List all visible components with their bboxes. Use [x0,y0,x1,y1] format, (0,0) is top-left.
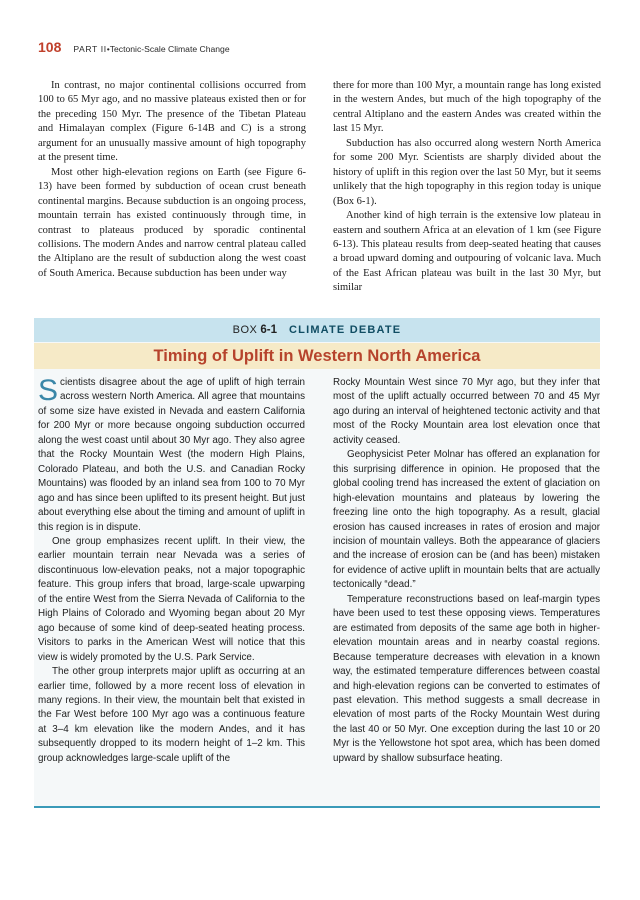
body-paragraph-continued: there for more than 100 Myr, a mountain range has long existed in the western Andes, but much of the high topography of the central Altiplano and the eastern Andes was created within the last 15 Myr. [333,80,601,135]
body-paragraph: Another kind of high terrain is the extensive low plateau in eastern and southern Africa at an elevation of 1 km (see Figure 6-13). This plateau results from deep-seated heating that causes a broad upward doming and outpouring of volcanic lava. Much of the East African plateau was built in the last 30 Myr, but similar [333,210,601,294]
box-paragraph-continued: Rocky Mountain West since 70 Myr ago, but they infer that most of the uplift actually occurred between 70 and 45 Myr ago during an interval of heightened tectonic activity and that most of the Rocky Mountain area lost elevation once that activity ceased. [333,377,600,446]
body-paragraph: Subduction has also occurred along western North America for some 200 Myr. Scientists are sharply divided about the history of uplift in this region over the last 50 Myr, but it seems unlikely that the high topography in this region today is unique (Box 6-1). [333,137,601,207]
body-column-left [38,79,306,281]
drop-cap: S [38,374,59,407]
box-paragraph: Geophysicist Peter Molnar has offered an explanation for this surprising difference in opinion. He proposed that the global cooling trend has increased the extent of glaciation on high-elevation mountains and plateaus by lowering the freezing line onto the high topography. As a result, glacial erosion has caused increases in rates of erosion and major incision of mountain valleys. Both the appearance of glaciers and the increase of erosion can be (and has been) mistaken for evidence of active uplift in mountain belts that are actually tectonically “dead.” [333,449,600,591]
page-number: 108 [38,39,62,55]
box-word: BOX [232,324,258,336]
box-column-left [38,376,305,766]
box-bottom-rule [34,806,600,808]
box-paragraph: Temperature reconstructions based on leaf-margin types have been used to test these opposing views. Temperatures are estimated from deposits of the same age both in higher-elevation mountain areas and in nearby coastal regions. Because temperature decreases with elevation in a known way, the estimated temperature differences between coastal and high-elevation regions can be converted to estimates of past elevation. This method suggests a small decrease in elevation of most parts of the Rocky Mountain West during the last 40 or 50 Myr. One exception during the last 10 or 20 Myr is the Yellowstone hot spot area, which has been domed upward by shallow subsurface heating. [333,593,600,764]
part-title: Tectonic-Scale Climate Change [109,44,230,54]
box-category: CLIMATE DEBATE [289,324,402,336]
box-number: 6-1 [260,324,277,336]
body-paragraph: Most other high-elevation regions on Earth (see Figure 6-13) have been formed by subduction of ocean crust beneath continental margins. Because subduction is an ongoing process, mountain terrain has existed continuously through time, in contrast to plateaus produced by sporadic continental collisions. The modern Andes and narrow central plateau called the Altiplano are the result of subduction along the west coast of South America. Because subduction has been under way [38,166,306,279]
box-first-paragraph-text: cientists disagree about the age of uplift of high terrain across western North America. All agree that mountains of some size have existed in Nevada and eastern California for 200 Myr or more because ongoing subduction occurred along the west coast until about 30 Myr ago. They also agree that the Rocky Mountain West (the modern High Plains, Colorado Plateau, and both the U.S. and Canadian Rocky Mountains) was flooded by an inland sea from 100 to 70 Myr ago and has since been uplifted to its present height. But just about everything else about the timing and amount of uplift in this region is in dispute. [38,377,305,533]
body-paragraph: In contrast, no major continental collisions occurred from 100 to 65 Myr ago, and no massive plateaus existed then or for the preceding 150 Myr. The presence of the Tibetan Plateau and Himalayan complex (Figure 6-14B and C) is a strong argument for an unusually massive amount of high topography at the present time. [38,80,306,164]
box-paragraph: One group emphasizes recent uplift. In their view, the earlier mountain terrain near Nevada was a series of discontinuous low-elevation peaks, not a major topographic feature. This group infers that broad, large-scale upwarping of the entire West from the Sierra Nevada of California to the High Plains of Colorado and Wyoming began about 20 Myr ago because of some kind of deep-seated heating process. Visitors to parks in the American West will notice that this view is widely promoted by the U.S. Park Service. [38,535,305,663]
body-column-right [333,79,601,296]
running-head [38,39,230,55]
part-separator: • [106,44,110,54]
box-column-right [333,376,600,766]
box-label-bar [34,318,600,342]
box-first-paragraph [38,376,305,535]
box-title-bar [34,343,600,369]
box-paragraph: The other group interprets major uplift as occurring at an earlier time, followed by a more recent loss of elevation in many regions. In their view, the mountain belt that existed in the Far West before 100 Myr ago was a continuous feature at 3–4 km elevation like the modern Andes, and it has subsequently dropped to its modern height of 1–2 km. This group acknowledges large-scale uplift of the [38,666,305,764]
part-label: PART II [73,44,107,54]
box-title: Timing of Uplift in Western North America [153,346,481,365]
